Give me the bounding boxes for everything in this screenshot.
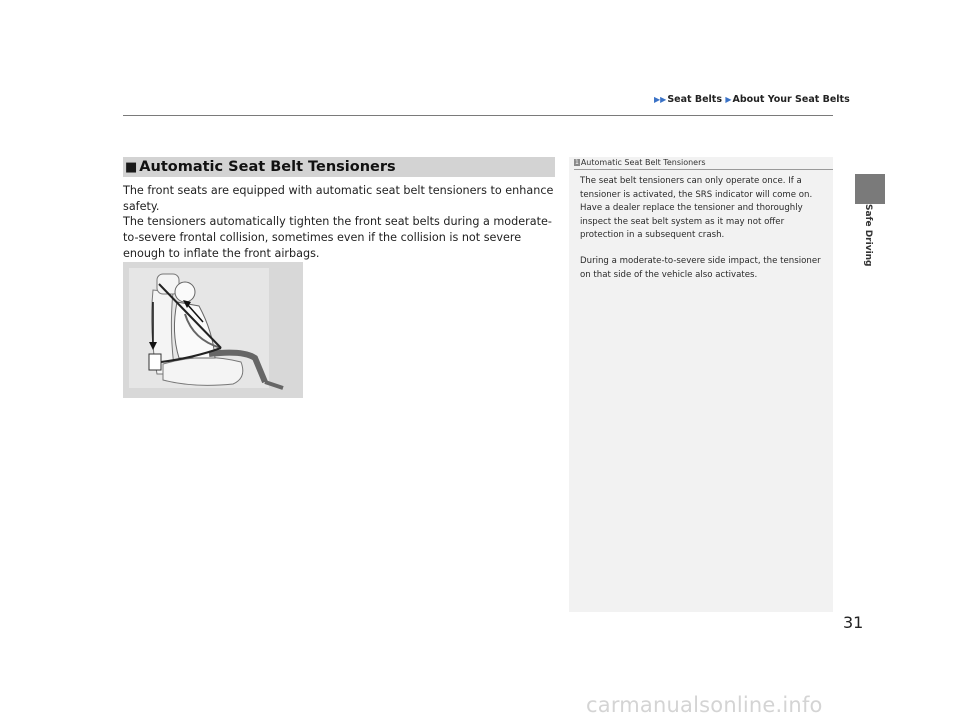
chapter-tab-label[interactable] bbox=[856, 204, 882, 274]
section-heading bbox=[123, 157, 555, 177]
note-number-badge: 1 bbox=[575, 159, 579, 166]
page-number: 31 bbox=[843, 613, 864, 632]
section-title: Automatic Seat Belt Tensioners bbox=[139, 159, 396, 175]
chapter-tab-text: Safe Driving bbox=[863, 204, 873, 267]
body-paragraph-1: The front seats are equipped with automatic seat belt tensioners to enhance safety. bbox=[123, 184, 554, 213]
note-paragraph-2: During a moderate-to-severe side impact, the tensioner on that side of the vehicle also activates. bbox=[580, 256, 821, 280]
body-paragraph-2: The tensioners automatically tighten the front seat belts during a moderate-to-severe frontal collision, sometimes even if the collision is not severe enough to inflate the front airbags. bbox=[123, 215, 552, 260]
seated-occupant-icon bbox=[123, 262, 303, 398]
breadcrumb-item-seat-belts[interactable]: Seat Belts bbox=[667, 94, 722, 105]
note-paragraph-1: The seat belt tensioners can only operate once. If a tensioner is activated, the SRS indicator will come on. Have a dealer replace the tensioner and thoroughly inspect the seat belt system as it may not offer protection in a subsequent crash. bbox=[580, 176, 813, 240]
watermark: carmanualsonline.info bbox=[586, 693, 823, 717]
seat-belt-tensioner-illustration bbox=[123, 262, 303, 398]
header-divider bbox=[123, 115, 833, 116]
breadcrumb-arrow-icon: ▶ bbox=[725, 95, 732, 104]
chapter-tab-marker bbox=[855, 174, 885, 204]
note-heading bbox=[574, 158, 706, 167]
breadcrumb bbox=[654, 94, 850, 105]
note-divider bbox=[574, 169, 833, 170]
breadcrumb-arrow-icon: ▶▶ bbox=[654, 95, 667, 104]
square-bullet-icon: ■ bbox=[125, 159, 138, 175]
breadcrumb-item-about-seat-belts[interactable]: About Your Seat Belts bbox=[732, 94, 850, 105]
note-title: Automatic Seat Belt Tensioners bbox=[580, 158, 706, 167]
